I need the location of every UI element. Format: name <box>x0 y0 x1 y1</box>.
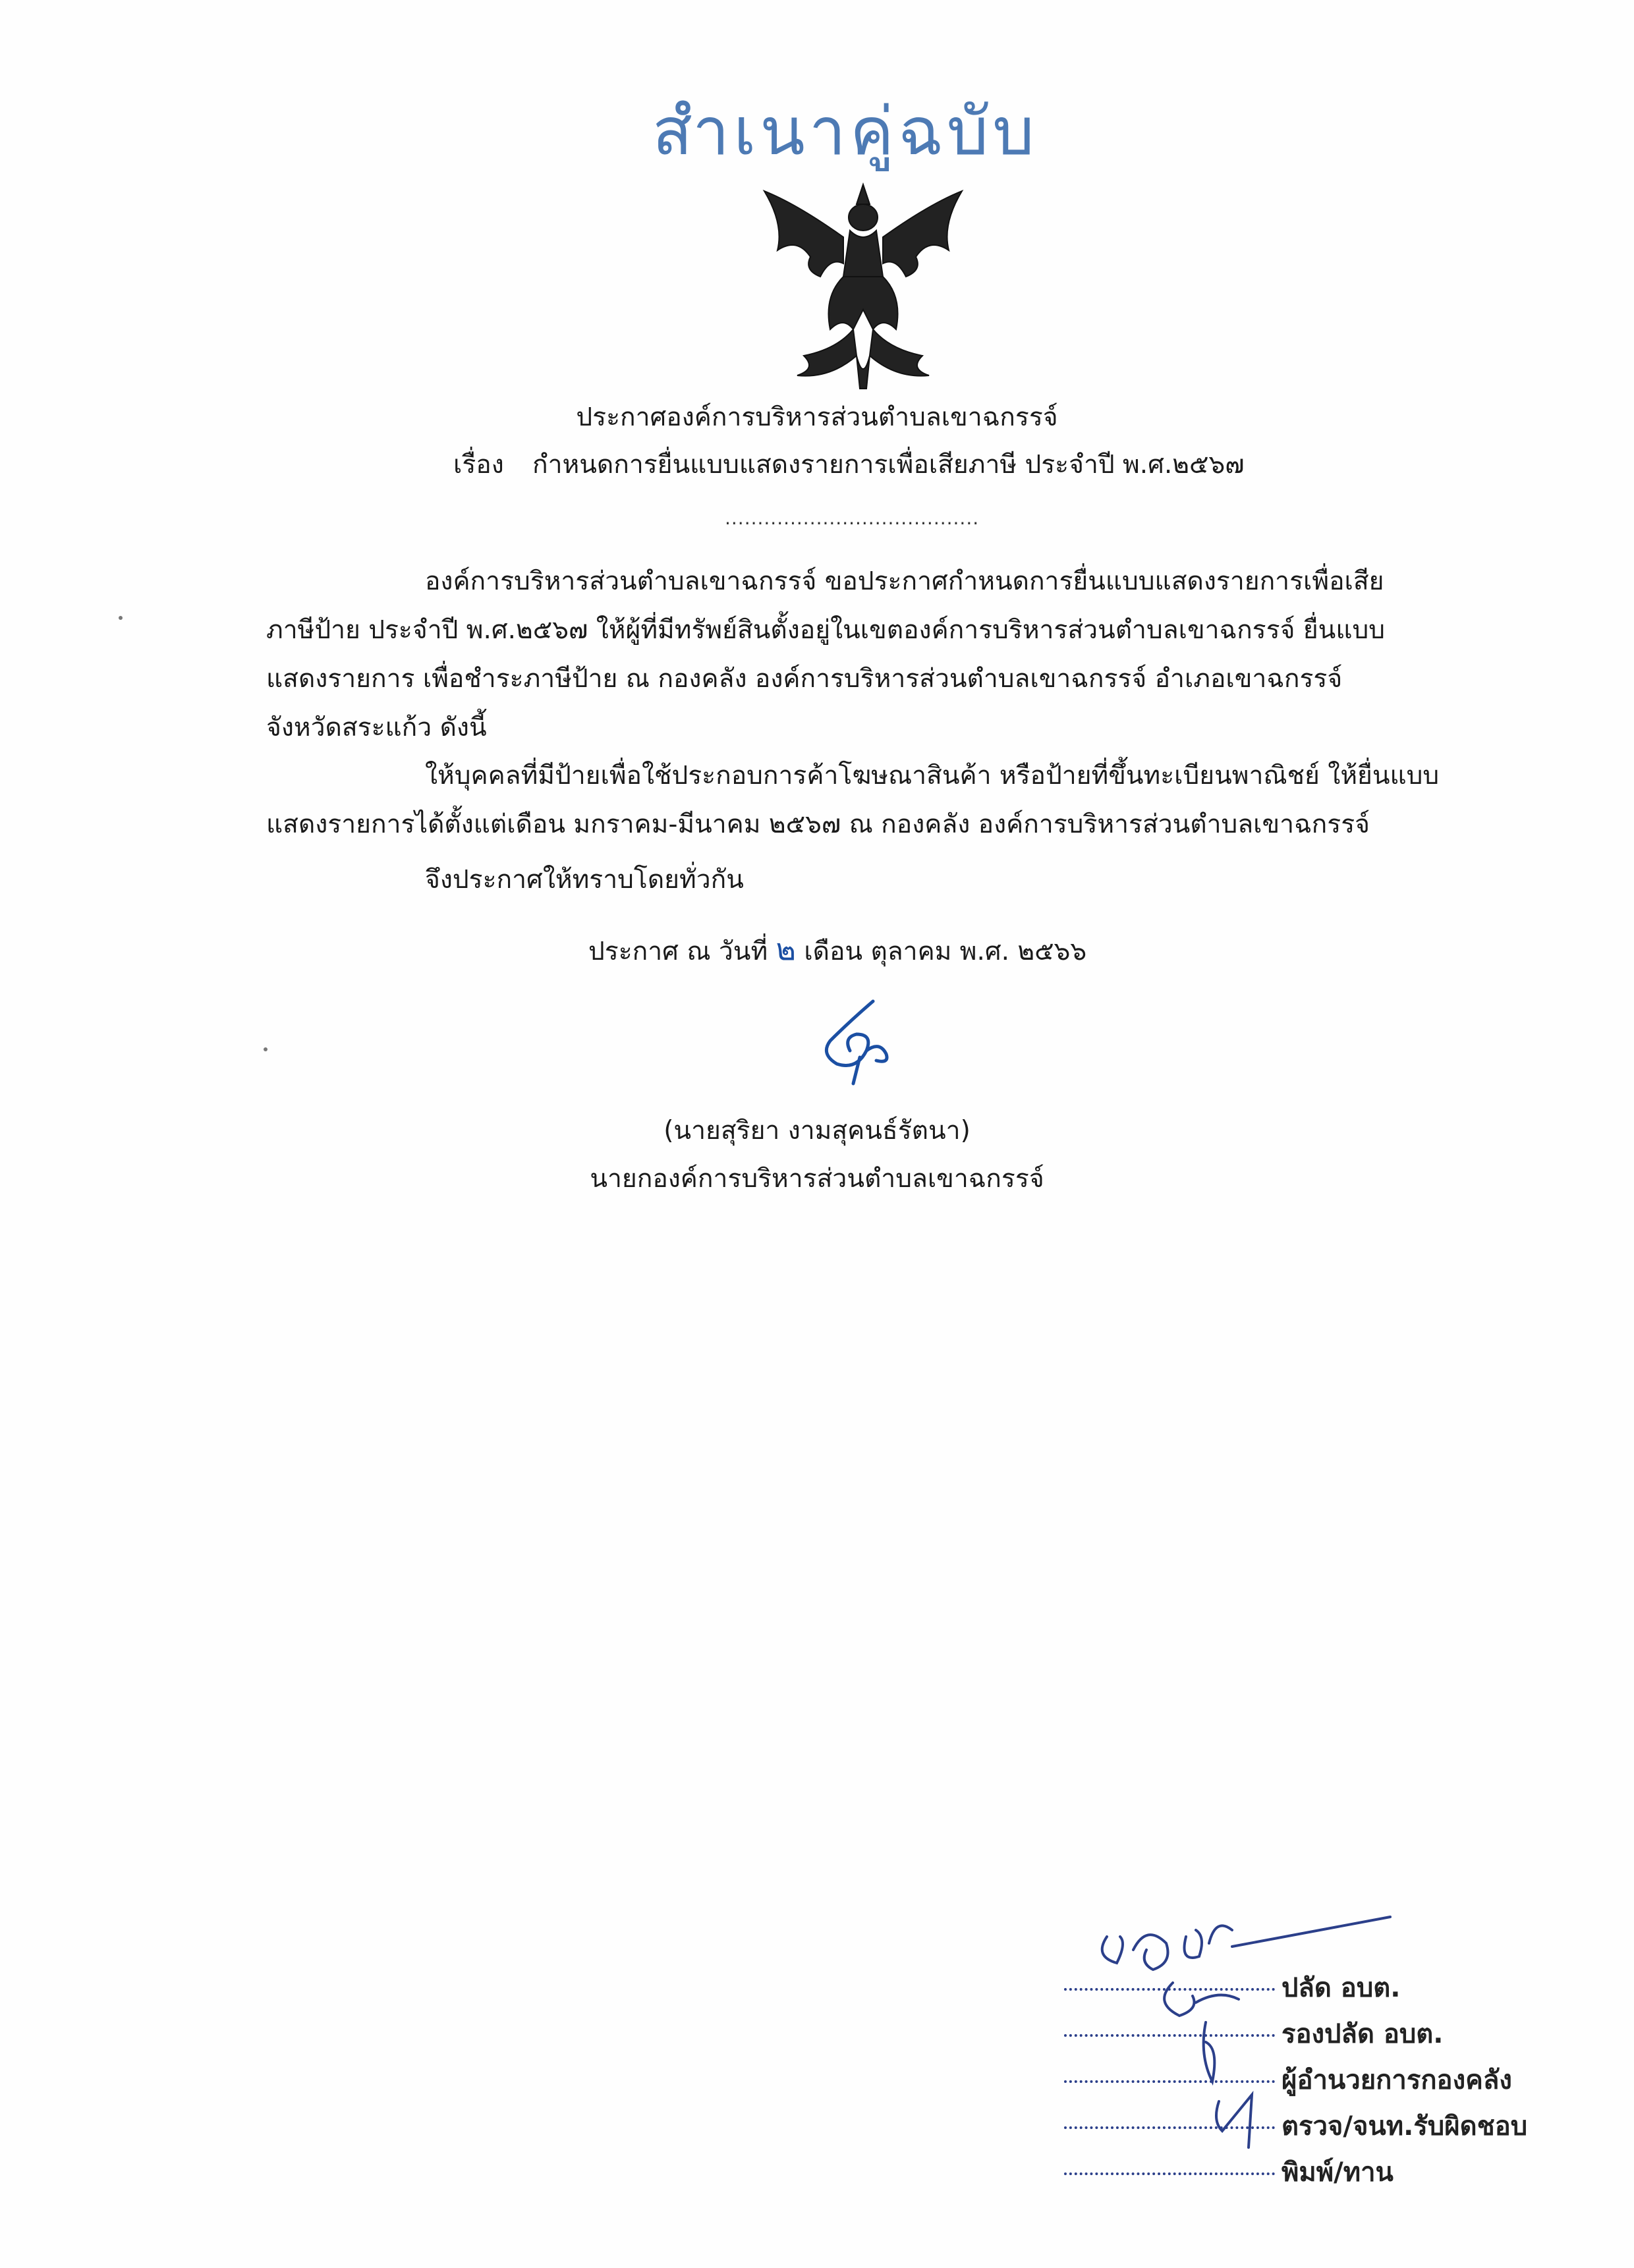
signature-image <box>810 995 903 1087</box>
closing-line: จึงประกาศให้ทราบโดยทั่วกัน <box>425 865 744 895</box>
body-line: ภาษีป้าย ประจำปี พ.ศ.๒๕๖๗ ให้ผู้ที่มีทรัพย์สินตั้งอยู่ในเขตองค์การบริหารส่วนตำบลเขาฉกรรจ์ ยื่นแบบ <box>266 615 1385 645</box>
date-day-handwritten: ๒ <box>775 931 796 967</box>
routing-dotted-line <box>1064 2126 1275 2129</box>
routing-label: ตรวจ/จนท.รับผิดชอบ <box>1282 2111 1528 2142</box>
routing-dotted-line <box>1064 2034 1275 2037</box>
subject-label: เรื่อง <box>453 450 504 480</box>
signer-name: (นายสุริยา งามสุคนธ์รัตนา) <box>663 1116 971 1146</box>
body-line: แสดงรายการ เพื่อชำระภาษีป้าย ณ กองคลัง องค์การบริหารส่วนตำบลเขาฉกรรจ์ อำเภอเขาฉกรรจ์ <box>266 664 1343 694</box>
routing-dotted-line <box>1064 1988 1275 1991</box>
routing-label: พิมพ์/ทาน <box>1282 2157 1394 2188</box>
notice-title: ประกาศองค์การบริหารส่วนตำบลเขาฉกรรจ์ <box>576 402 1058 432</box>
routing-dotted-line <box>1064 2080 1275 2083</box>
title-separator: ....................................... <box>725 507 980 529</box>
routing-label: รองปลัด อบต. <box>1282 2019 1444 2049</box>
body-line: องค์การบริหารส่วนตำบลเขาฉกรรจ์ ขอประกาศกำหนดการยื่นแบบแสดงรายการเพื่อเสีย <box>425 567 1384 596</box>
routing-row <box>1064 2105 1552 2147</box>
scan-speck <box>119 616 123 620</box>
routing-dotted-line <box>1064 2172 1275 2175</box>
routing-row <box>1064 1966 1552 2008</box>
routing-row <box>1064 2059 1552 2101</box>
routing-label: ปลัด อบต. <box>1282 1973 1401 2003</box>
copy-stamp: สำเนาคู่ฉบับ <box>652 93 1038 170</box>
date-suffix: เดือน ตุลาคม พ.ศ. ๒๕๖๖ <box>804 937 1087 966</box>
date-prefix: ประกาศ ณ วันที่ <box>588 937 768 966</box>
routing-label: ผู้อำนวยการกองคลัง <box>1282 2065 1512 2095</box>
garuda-emblem-icon <box>758 178 969 395</box>
routing-row <box>1064 2012 1552 2055</box>
announcement-date <box>588 931 1087 967</box>
scan-speck <box>264 1047 268 1051</box>
routing-row <box>1064 2151 1552 2193</box>
body-line: แสดงรายการได้ตั้งแต่เดือน มกราคม-มีนาคม ๒๕๖๗ ณ กองคลัง องค์การบริหารส่วนตำบลเขาฉกรรจ์ <box>266 810 1370 839</box>
body-line: จังหวัดสระแก้ว ดังนี้ <box>266 713 487 742</box>
body-line: ให้บุคคลที่มีป้ายเพื่อใช้ประกอบการค้าโฆษณาสินค้า หรือป้ายที่ขึ้นทะเบียนพาณิชย์ ให้ยื่นแบบ <box>425 761 1440 790</box>
subject-text: กำหนดการยื่นแบบแสดงรายการเพื่อเสียภาษี ประจำปี พ.ศ.๒๕๖๗ <box>532 450 1245 480</box>
signer-position: นายกองค์การบริหารส่วนตำบลเขาฉกรรจ์ <box>590 1164 1044 1194</box>
